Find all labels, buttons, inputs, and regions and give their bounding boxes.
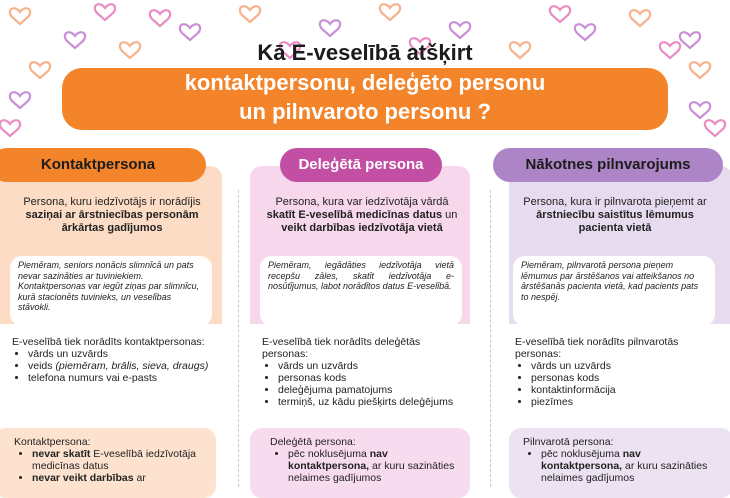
column-divider: [490, 190, 491, 487]
column-heading: Kontaktpersona: [0, 148, 206, 182]
list-item: • kontaktinformācija: [531, 384, 715, 396]
list-item: • vārds un uzvārds: [278, 360, 462, 372]
column-heading: Deleģētā persona: [280, 148, 442, 182]
column-divider: [238, 190, 239, 487]
list-item: • telefona numurs vai e-pasts: [28, 372, 212, 384]
column-delegated-person: [250, 148, 470, 487]
column-authorized-person: [503, 148, 723, 487]
list-item: • termiņš, uz kādu piešķirts deleģējums: [278, 396, 462, 408]
example-box: Piemēram, iegādāties iedzīvotāja vietā recepšu zāles, skatīt iedzīvotāja e-nosūtījumus, labot norādītos datus E-veselībā.: [260, 256, 462, 326]
rules-text: Deleģētā persona: • pēc noklusējuma nav kontaktpersona, ar kuru sazināties nelaimes gadījumos: [270, 436, 460, 484]
column-description: Persona, kura ir pilnvarota pieņemt ar ārstniecību saistītus lēmumus pacienta vietā: [523, 196, 707, 234]
list-item: • deleģējuma pamatojums: [278, 384, 462, 396]
list-item: • piezīmes: [531, 396, 715, 408]
page-title-line1: Kā E-veselībā atšķirt: [257, 40, 473, 65]
column-description: Persona, kuru iedzīvotājs ir norādījis saziņai ar ārstniecības personām ārkārtas gadījumos: [23, 196, 201, 234]
list-item: • pēc noklusējuma nav kontaktpersona, ar kuru sazināties nelaimes gadījumos: [541, 448, 713, 484]
page-title-line3: un pilnvaroto personu ?: [239, 99, 491, 124]
list-item: • personas kods: [531, 372, 715, 384]
column-heading: Nākotnes pilnvarojums: [493, 148, 723, 182]
list-item: • vārds un uzvārds: [28, 348, 212, 360]
list-item: • personas kods: [278, 372, 462, 384]
column-contact-person: [0, 148, 220, 487]
fields-list: E-veselībā tiek norādīts pilnvarotās personas: • vārds un uzvārds • personas kods • kontaktinformācija • piezīmes: [515, 336, 715, 408]
list-item: • pēc noklusējuma nav kontaktpersona, ar kuru sazināties nelaimes gadījumos: [288, 448, 460, 484]
example-box: Piemēram, pilnvarotā persona pieņem lēmumus par ārstēšanos vai atteikšanos no ārstēšanās pacienta vietā, kad pacients pats to nespēj.: [513, 256, 715, 326]
column-description: Persona, kura var iedzīvotāja vārdā skatīt E-veselībā medicīnas datus un veikt darbības iedzīvotāja vietā: [266, 196, 458, 234]
rules-text: Pilnvarotā persona: • pēc noklusējuma nav kontaktpersona, ar kuru sazināties nelaimes gadījumos: [523, 436, 713, 484]
list-item: • nevar skatīt E-veselībā iedzīvotāja medicīnas datus: [32, 448, 204, 472]
fields-list: E-veselībā tiek norādīts deleģētās personas: • vārds un uzvārds • personas kods • deleģējuma pamatojums • termiņš, uz kādu piešķirts deleģējums: [262, 336, 462, 408]
list-item: • nevar veikt darbības ar: [32, 472, 204, 484]
example-box: Piemēram, seniors nonācis slimnīcā un pats nevar sazināties ar tuviniekiem. Kontaktpersonas var iegūt ziņas par slimnīcu, kurā stacionēts tuvinieks, un veselības stāvokli.: [10, 256, 212, 326]
fields-list: E-veselībā tiek norādīts kontaktpersonas: • vārds un uzvārds • veids (piemēram, brālis, sieva, draugs) • telefona numurs vai e-pasts: [12, 336, 212, 384]
list-item: • vārds un uzvārds: [531, 360, 715, 372]
rules-text: Kontaktpersona: • nevar skatīt E-veselībā iedzīvotāja medicīnas datus • nevar veikt darbības ar: [14, 436, 204, 484]
list-item: • veids (piemēram, brālis, sieva, draugs): [28, 360, 212, 372]
page-title-line2: kontaktpersonu, deleģēto personu: [184, 70, 546, 95]
